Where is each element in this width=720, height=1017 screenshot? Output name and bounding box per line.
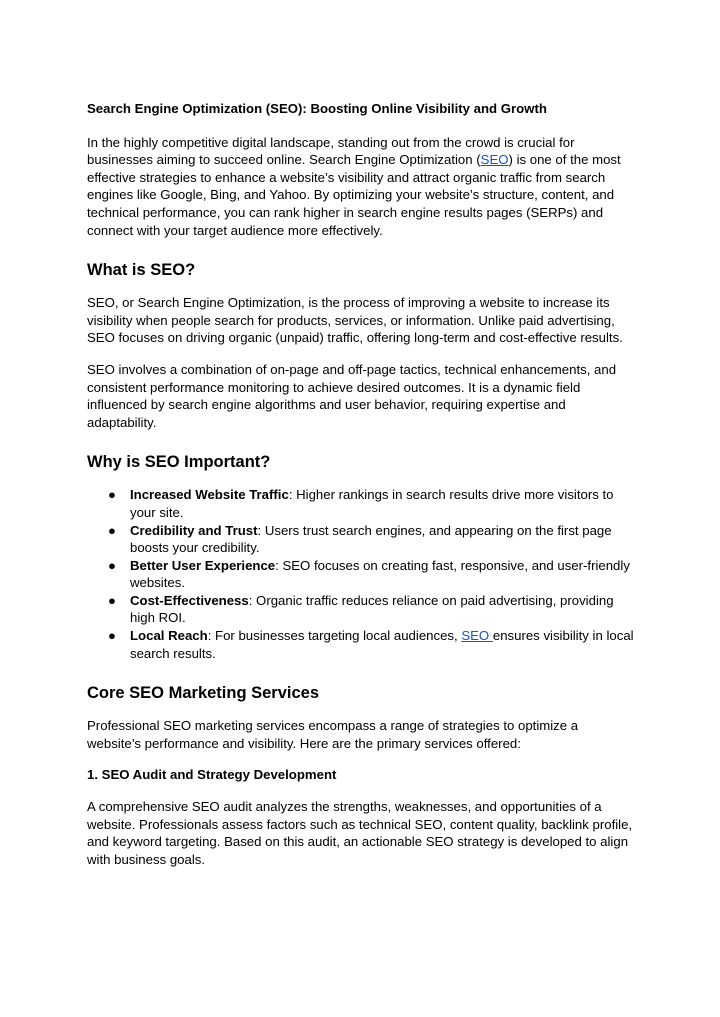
core-paragraph-1: Professional SEO marketing services encompass a range of strategies to optimize a website’s performance and visibility. Here are the primary services offered: — [87, 718, 579, 751]
bullet-icon: ● — [108, 628, 116, 644]
benefit-text-end: ensures visibility in local search results. — [130, 628, 634, 661]
bullet-icon: ● — [108, 487, 116, 503]
benefit-term: Cost-Effectiveness — [130, 592, 249, 608]
why-seo-important-heading: Why is SEO Important? — [87, 453, 271, 472]
list-item — [87, 592, 635, 627]
benefit-term: Better User Experience — [130, 557, 276, 573]
benefits-list — [87, 486, 635, 662]
intro-text-start: In the highly competitive digital landscape, standing out from the crowd is crucial for businesses aiming to succeed online. Search Engine Optimization ( — [87, 134, 575, 168]
intro-text-end: ) is one of the most effective strategies to enhance a website’s visibility and attract organic traffic from search engines like Google, Bing, and Yahoo. By optimizing your website’s structure, content, and technical performance, you can rank higher in search engine results pages (SERPs) and connect with your target audience more effectively. — [87, 152, 621, 238]
bullet-icon: ● — [108, 522, 116, 538]
seo-link[interactable]: SEO — [480, 152, 509, 168]
what-paragraph-1: SEO, or Search Engine Optimization, is the process of improving a website to increase its visibility when people search for products, services, or information. Unlike paid advertising, SEO focuses on driving organic (unpaid) traffic, offering long-term and cost-effective results. — [87, 295, 623, 346]
what-is-seo-heading: What is SEO? — [87, 261, 196, 280]
bullet-icon: ● — [108, 557, 116, 573]
list-item — [87, 486, 635, 521]
benefit-text: : Organic traffic reduces reliance on paid advertising, providing high ROI. — [130, 592, 614, 626]
seo-audit-subheading: 1. SEO Audit and Strategy Development — [87, 767, 337, 783]
intro-paragraph — [87, 134, 635, 240]
list-item — [87, 522, 635, 557]
benefit-term: Credibility and Trust — [130, 522, 258, 538]
seo-link-local[interactable]: SEO — [461, 628, 493, 644]
benefit-term: Local Reach — [130, 628, 208, 644]
benefit-text: : Higher rankings in search results drive more visitors to your site. — [130, 487, 614, 520]
core-services-heading: Core SEO Marketing Services — [87, 684, 320, 703]
benefit-text: : For businesses targeting local audiences, — [207, 628, 462, 644]
list-item — [87, 627, 635, 662]
benefit-term: Increased Website Traffic — [130, 487, 289, 503]
what-paragraph-2: SEO involves a combination of on-page and off-page tactics, technical enhancements, and consistent performance monitoring to achieve desired outcomes. It is a dynamic field influenced by search engine algorithms and user behavior, requiring expertise and adaptability. — [87, 361, 617, 430]
core-paragraph-2: A comprehensive SEO audit analyzes the strengths, weaknesses, and opportunities of a website. Professionals assess factors such as technical SEO, content quality, backlink profile, and keyword targeting. Based on this audit, an actionable SEO strategy is developed to align with business goals. — [87, 799, 633, 867]
document-content — [87, 100, 635, 882]
benefit-text: : SEO focuses on creating fast, responsive, and user-friendly websites. — [130, 557, 630, 591]
bullet-icon: ● — [108, 592, 116, 608]
list-item — [87, 557, 635, 592]
benefit-text: : Users trust search engines, and appearing on the first page boosts your credibility. — [130, 522, 612, 556]
document-title: Search Engine Optimization (SEO): Boosting Online Visibility and Growth — [87, 101, 547, 116]
